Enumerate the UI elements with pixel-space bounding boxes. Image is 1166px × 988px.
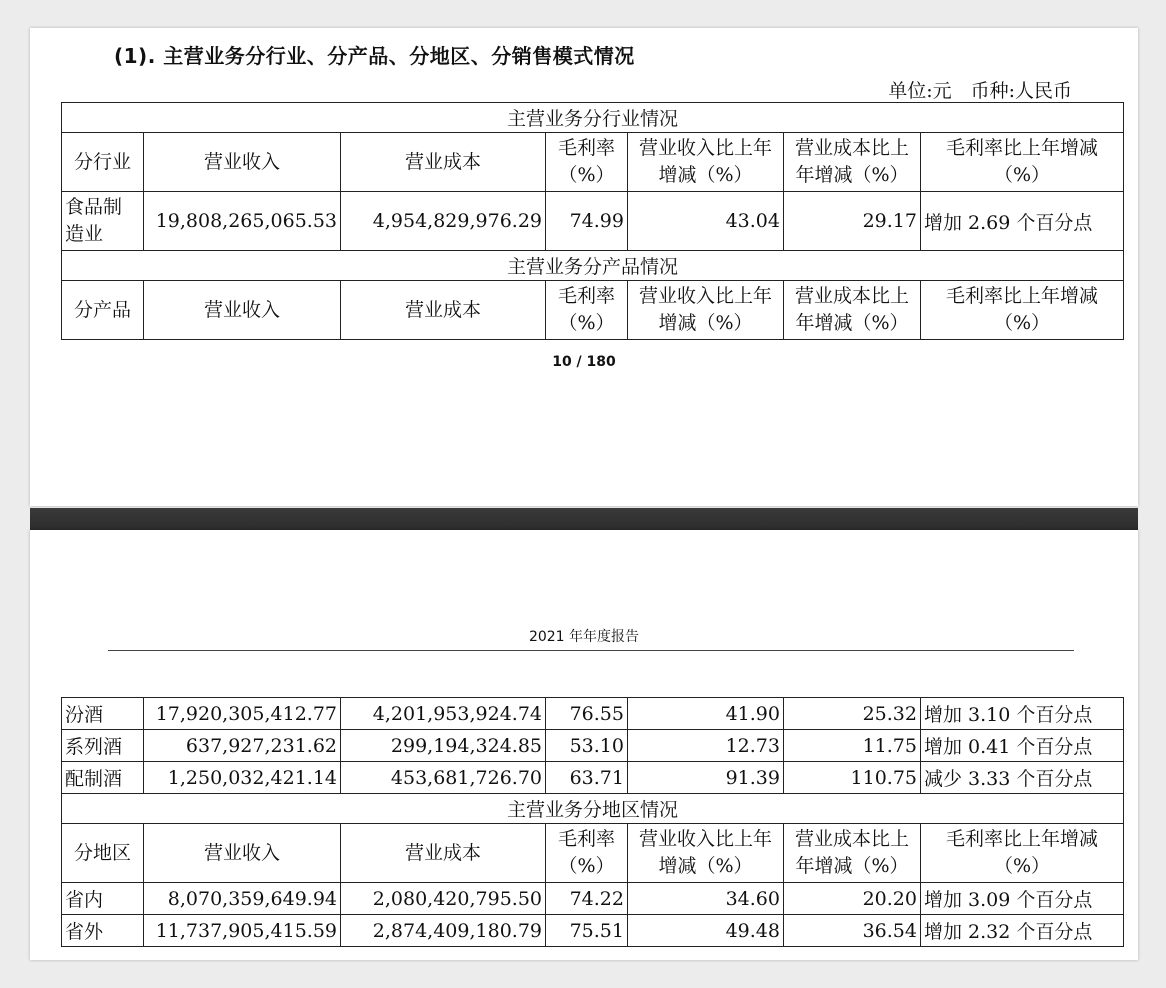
revenue-change-cell: 91.39 bbox=[628, 762, 784, 794]
cost-cell: 4,954,829,976.29 bbox=[341, 192, 546, 251]
industry-section-header: 主营业务分行业情况 bbox=[62, 103, 1124, 133]
margin-cell: 63.71 bbox=[546, 762, 628, 794]
section-title: (1). 主营业务分行业、分产品、分地区、分销售模式情况 bbox=[114, 44, 635, 68]
revenue-cell: 8,070,359,649.94 bbox=[144, 883, 341, 915]
cost-cell: 299,194,324.85 bbox=[341, 730, 546, 762]
cost-change-cell: 25.32 bbox=[784, 698, 921, 730]
col-header-revenue: 营业收入 bbox=[144, 824, 341, 883]
col-header-margin-change: 毛利率比上年增减（%） bbox=[921, 133, 1124, 192]
business-table-part2 bbox=[61, 697, 1124, 947]
col-header-margin-change: 毛利率比上年增减（%） bbox=[921, 281, 1124, 340]
page-11 bbox=[30, 530, 1138, 960]
margin-cell: 74.99 bbox=[546, 192, 628, 251]
revenue-change-cell: 49.48 bbox=[628, 915, 784, 947]
table-row bbox=[62, 883, 1124, 915]
revenue-cell: 19,808,265,065.53 bbox=[144, 192, 341, 251]
revenue-change-cell: 43.04 bbox=[628, 192, 784, 251]
page-10 bbox=[30, 28, 1138, 506]
row-label: 系列酒 bbox=[62, 730, 144, 762]
col-header-cost-change: 营业成本比上年增减（%） bbox=[784, 281, 921, 340]
cost-cell: 4,201,953,924.74 bbox=[341, 698, 546, 730]
col-header-revenue: 营业收入 bbox=[144, 133, 341, 192]
margin-change-cell: 增加 3.10 个百分点 bbox=[921, 698, 1124, 730]
row-label: 配制酒 bbox=[62, 762, 144, 794]
cost-change-cell: 11.75 bbox=[784, 730, 921, 762]
margin-change-cell: 增加 2.32 个百分点 bbox=[921, 915, 1124, 947]
report-header-title: 2021 年年度报告 bbox=[528, 629, 640, 645]
table-row bbox=[62, 915, 1124, 947]
product-section-header: 主营业务分产品情况 bbox=[62, 251, 1124, 281]
revenue-cell: 637,927,231.62 bbox=[144, 730, 341, 762]
business-table-part1 bbox=[61, 102, 1124, 340]
col-header-product: 分产品 bbox=[62, 281, 144, 340]
table-row bbox=[62, 192, 1124, 251]
cost-cell: 2,080,420,795.50 bbox=[341, 883, 546, 915]
revenue-change-cell: 12.73 bbox=[628, 730, 784, 762]
industry-header-row bbox=[62, 133, 1124, 192]
col-header-revenue-change: 营业收入比上年增减（%） bbox=[628, 281, 784, 340]
table-row bbox=[62, 762, 1124, 794]
revenue-cell: 1,250,032,421.14 bbox=[144, 762, 341, 794]
unit-currency-line: 单位:元 币种:人民币 bbox=[888, 80, 1072, 102]
row-label: 汾酒 bbox=[62, 698, 144, 730]
margin-cell: 53.10 bbox=[546, 730, 628, 762]
col-header-cost: 营业成本 bbox=[341, 133, 546, 192]
col-header-region: 分地区 bbox=[62, 824, 144, 883]
col-header-industry: 分行业 bbox=[62, 133, 144, 192]
table-row bbox=[62, 698, 1124, 730]
region-section-header: 主营业务分地区情况 bbox=[62, 794, 1124, 824]
col-header-margin: 毛利率（%） bbox=[546, 824, 628, 883]
cost-change-cell: 36.54 bbox=[784, 915, 921, 947]
col-header-revenue-change: 营业收入比上年增减（%） bbox=[628, 133, 784, 192]
col-header-cost: 营业成本 bbox=[341, 281, 546, 340]
margin-cell: 75.51 bbox=[546, 915, 628, 947]
margin-change-cell: 增加 0.41 个百分点 bbox=[921, 730, 1124, 762]
col-header-margin: 毛利率（%） bbox=[546, 281, 628, 340]
col-header-revenue: 营业收入 bbox=[144, 281, 341, 340]
row-label: 省内 bbox=[62, 883, 144, 915]
cost-change-cell: 29.17 bbox=[784, 192, 921, 251]
page-divider bbox=[30, 508, 1138, 530]
revenue-cell: 17,920,305,412.77 bbox=[144, 698, 341, 730]
product-header-row bbox=[62, 281, 1124, 340]
margin-cell: 76.55 bbox=[546, 698, 628, 730]
col-header-cost: 营业成本 bbox=[341, 824, 546, 883]
header-rule bbox=[108, 650, 1074, 651]
col-header-margin: 毛利率（%） bbox=[546, 133, 628, 192]
table-row bbox=[62, 730, 1124, 762]
cost-change-cell: 110.75 bbox=[784, 762, 921, 794]
col-header-revenue-change: 营业收入比上年增减（%） bbox=[628, 824, 784, 883]
revenue-change-cell: 34.60 bbox=[628, 883, 784, 915]
row-label: 省外 bbox=[62, 915, 144, 947]
margin-cell: 74.22 bbox=[546, 883, 628, 915]
margin-change-cell: 减少 3.33 个百分点 bbox=[921, 762, 1124, 794]
cost-change-cell: 20.20 bbox=[784, 883, 921, 915]
cost-cell: 2,874,409,180.79 bbox=[341, 915, 546, 947]
col-header-margin-change: 毛利率比上年增减（%） bbox=[921, 824, 1124, 883]
cost-cell: 453,681,726.70 bbox=[341, 762, 546, 794]
margin-change-cell: 增加 3.09 个百分点 bbox=[921, 883, 1124, 915]
row-label: 食品制造业 bbox=[62, 192, 144, 251]
col-header-cost-change: 营业成本比上年增减（%） bbox=[784, 824, 921, 883]
page-number: 10 / 180 bbox=[552, 354, 616, 370]
revenue-change-cell: 41.90 bbox=[628, 698, 784, 730]
col-header-cost-change: 营业成本比上年增减（%） bbox=[784, 133, 921, 192]
margin-change-cell: 增加 2.69 个百分点 bbox=[921, 192, 1124, 251]
region-header-row bbox=[62, 824, 1124, 883]
revenue-cell: 11,737,905,415.59 bbox=[144, 915, 341, 947]
